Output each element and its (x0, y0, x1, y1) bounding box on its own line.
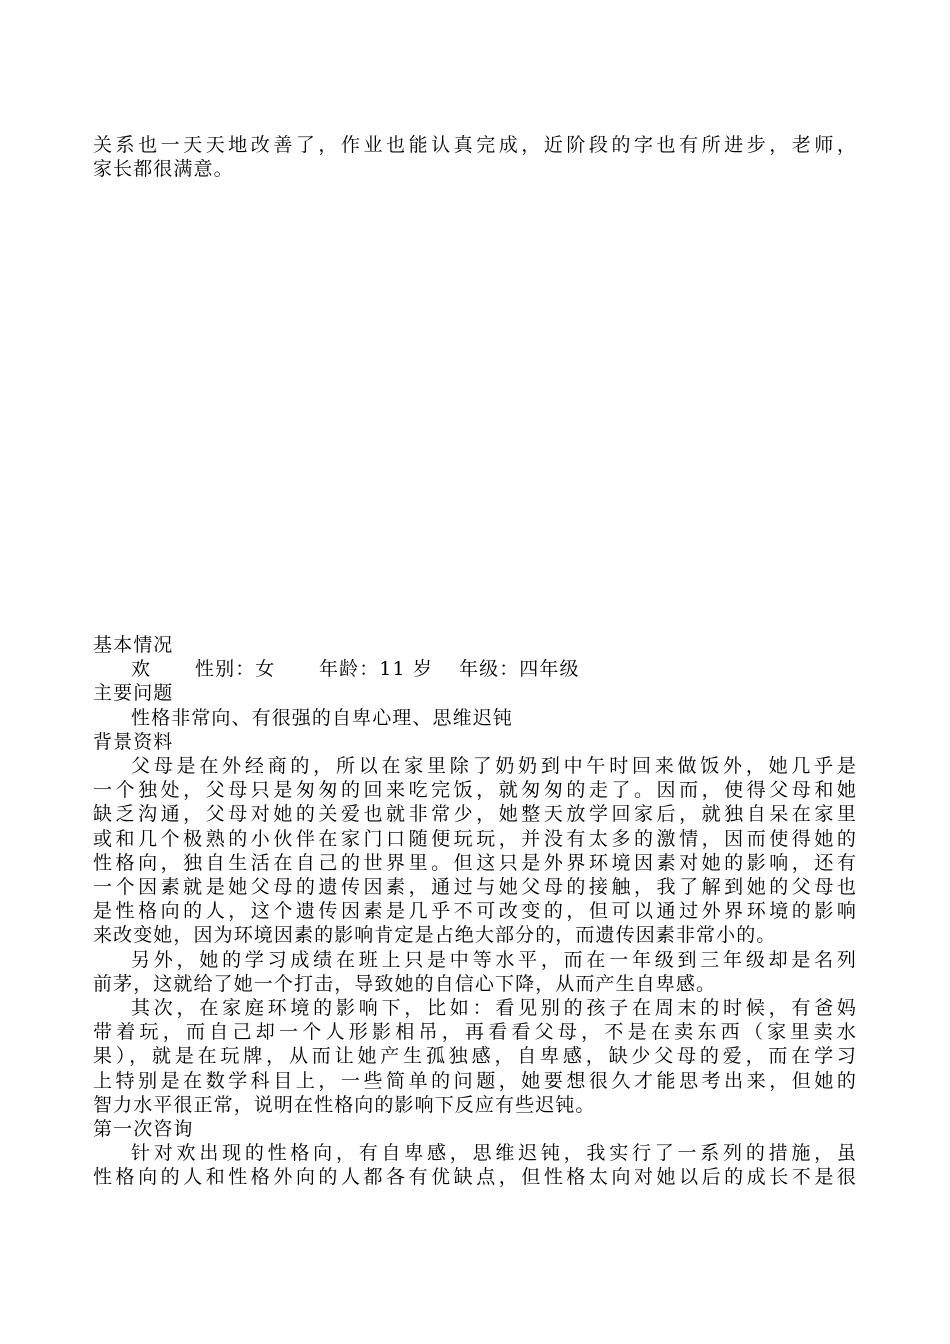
paragraph-line: 针对欢出现的性格向，有自卑感，思维迟钝，我实行了一系列的措施，虽 (131, 1142, 857, 1165)
case-record (93, 633, 857, 1190)
student-age: 年龄：11 岁 (319, 658, 433, 681)
paragraph-line: 是性格向的人，这个遗传因素是几乎不可改变的，但可以通过外界环境的影响 (93, 900, 857, 923)
paragraph-line: 其次，在家庭环境的影响下，比如：看见别的孩子在周末的时候，有爸妈 (131, 997, 857, 1020)
paragraph-line: 性格向的人和性格外向的人都各有优缺点，但性格太向对她以后的成长不是很 (93, 1166, 857, 1189)
first-consult-paragraph (93, 1141, 857, 1189)
paragraph-line: 上特别是在数学科目上，一些简单的问题，她要想很久才能思考出来，但她的 (93, 1069, 857, 1092)
student-grade: 年级：四年级 (459, 658, 580, 681)
paragraph-line: 另外，她的学习成绩在班上只是中等水平，而在一年级到三年级却是名列 (131, 948, 857, 971)
paragraph-line: 带着玩，而自己却一个人形影相吊，再看看父母，不是在卖东西（家里卖水 (93, 1021, 857, 1044)
main-problem-heading: 主要问题 (93, 682, 174, 705)
continuation-line-2: 家长都很满意。 (93, 158, 234, 181)
continuation-paragraph (93, 133, 857, 181)
background-paragraph-1 (93, 754, 857, 948)
paragraph-line: 父母是在外经商的，所以在家里除了奶奶到中午时回来做饭外，她几乎是 (131, 755, 857, 778)
paragraph-line: 来改变她，因为环境因素的影响肯定是占绝大部分的，而遗传因素非常小的。 (93, 924, 777, 947)
main-problem-text: 性格非常向、有很强的自卑心理、思维迟钝 (131, 706, 513, 729)
first-consult-heading: 第一次咨询 (93, 1118, 194, 1141)
paragraph-line: 或和几个极熟的小伙伴在家门口随便玩玩，并没有太多的激情，因而使得她的 (93, 827, 857, 850)
background-heading: 背景资料 (93, 730, 174, 753)
paragraph-line: 果），就是在玩牌，从而让她产生孤独感，自卑感，缺少父母的爱，而在学习 (93, 1045, 857, 1068)
paragraph-line: 一个独处，父母只是匆匆的回来吃完饭，就匆匆的走了。因而，使得父母和她 (93, 779, 857, 802)
basic-info-heading: 基本情况 (93, 634, 174, 656)
paragraph-line: 前茅，这就给了她一个打击，导致她的自信心下降，从而产生自卑感。 (93, 972, 717, 995)
background-paragraph-2 (93, 948, 857, 996)
student-name: 欢 (131, 658, 152, 681)
basic-info-line (93, 657, 857, 681)
paragraph-line: 性格向，独自生活在自己的世界里。但这只是外界环境因素对她的影响，还有 (93, 851, 857, 874)
paragraph-line: 智力水平很正常，说明在性格向的影响下反应有些迟钝。 (93, 1093, 596, 1116)
student-gender: 性别：女 (195, 658, 276, 681)
paragraph-line: 缺乏沟通，父母对她的关爱也就非常少，她整天放学回家后，就独自呆在家里 (93, 803, 857, 826)
paragraph-line: 一个因素就是她父母的遗传因素，通过与她父母的接触，我了解到她的父母也 (93, 876, 857, 899)
continuation-line-1: 关系也一天天地改善了，作业也能认真完成，近阶段的字也有所进步，老师， (93, 134, 857, 156)
background-paragraph-3 (93, 996, 857, 1117)
